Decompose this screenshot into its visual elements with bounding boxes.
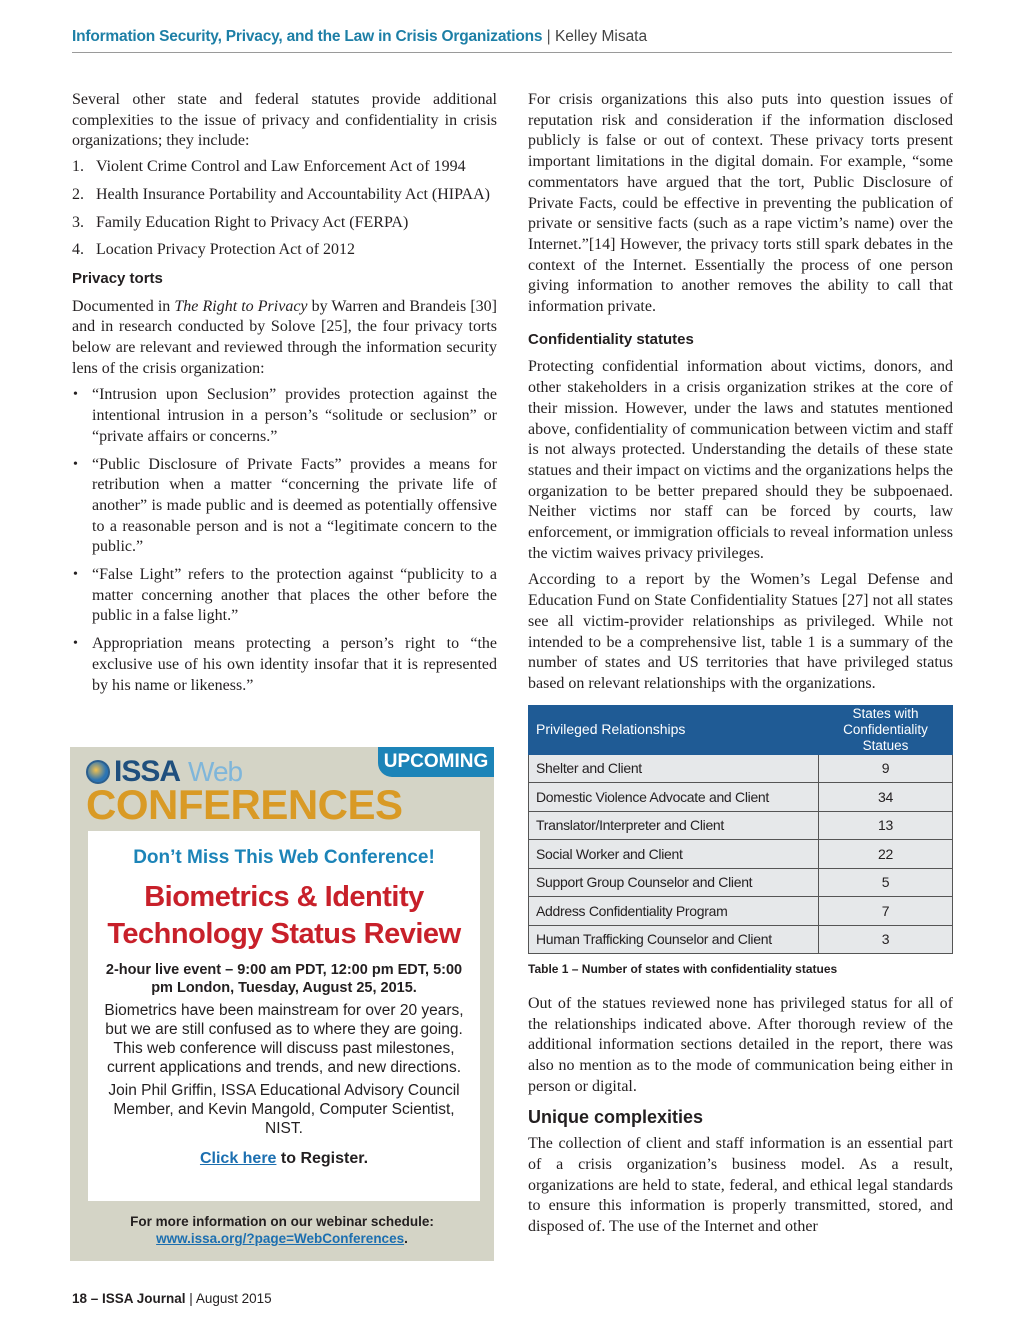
bullet-icon: • [73, 387, 78, 403]
table-row [529, 925, 953, 954]
logo-issa-text: ISSA [114, 755, 181, 788]
relationship-cell: Shelter and Client [529, 754, 819, 783]
statutes-list [72, 157, 497, 261]
intro-text-b: by Warren and Brandeis [30] and in research conducted by Solove [25], the four privacy torts below are relevant and reviewed through the information security lens of the crisis organization: [72, 297, 498, 377]
table-row [529, 811, 953, 840]
journal-article-title: Information Security, Privacy, and the Law in Crisis Organizations [72, 28, 543, 45]
article-author: Kelley Misata [554, 28, 648, 45]
bullet-icon: • [73, 456, 78, 472]
right-column [528, 90, 953, 1238]
event-description: Biometrics have been mainstream for over 20 years, but we are still confused as to where they are going. This web conference will discuss past milestones, current applications and trends, and new directions. [104, 1002, 464, 1076]
schedule-link[interactable]: www.issa.org/?page=WebConferences [156, 1231, 405, 1246]
left-column [72, 90, 497, 703]
ad-tagline: Don’t Miss This Web Conference! [133, 847, 435, 868]
bullet-icon: • [73, 567, 78, 583]
bullet-icon: • [73, 636, 78, 652]
list-item [72, 157, 497, 178]
list-text: Health Insurance Portability and Accountability Act (HIPAA) [96, 185, 490, 203]
count-cell: 13 [819, 811, 953, 840]
event-title-line-1: Biometrics & Identity [144, 881, 424, 913]
table-row [529, 783, 953, 812]
privacy-torts-heading: Privacy torts [72, 269, 163, 287]
paragraph: Out of the statues reviewed none has privileged status for all of the relationships indicated above. After thorough review of the additional information sections detailed in the report, there was also no mention as to the mode of communication being either in person or digital. [528, 994, 953, 1095]
webinar-schedule-note [70, 1213, 494, 1247]
relationship-cell: Human Trafficking Counselor and Client [529, 925, 819, 954]
schedule-text: For more information on our webinar schedule: [130, 1214, 434, 1229]
relationship-cell: Support Group Counselor and Client [529, 868, 819, 897]
column-header-states [819, 705, 953, 754]
list-text: Violent Crime Control and Law Enforcement Act of 1994 [96, 158, 466, 176]
list-text: Location Privacy Protection Act of 2012 [96, 241, 356, 259]
ad-panel [88, 831, 480, 1201]
list-number: 1. [72, 158, 84, 176]
event-time: 2-hour live event – 9:00 am PDT, 12:00 pm EDT, 5:00 pm London, Tuesday, August 25, 2015. [105, 962, 463, 996]
event-title [88, 879, 480, 953]
page-footer [72, 1291, 272, 1306]
running-header [72, 28, 952, 46]
schedule-end: . [404, 1231, 408, 1246]
header-separator: | [542, 28, 555, 45]
header-line-2: Confidentiality Statues [843, 721, 928, 753]
list-item [72, 213, 497, 234]
list-number: 4. [72, 241, 84, 259]
list-item [72, 240, 497, 261]
table-header-row [529, 705, 953, 754]
privileged-relationships-table [528, 705, 953, 955]
privacy-torts-intro [72, 297, 497, 380]
count-cell: 34 [819, 783, 953, 812]
intro-text-a: Documented in [72, 297, 175, 315]
tort-text: Appropriation means protecting a person’s right to “the exclusive use of his own identity insofar that it is represented by his name or likeness.” [92, 635, 497, 694]
paragraph: Protecting confidential information about victims, donors, and other stakeholders in a crisis organization strikes at the core of their mission. However, under the laws and statutes mentioned above, confidentiality of communication between victim and staff is not always protected. Understanding the details of these state statues and their impact on victims and the organizations helps the organization to be better prepared should they be subpoenaed. Neither victims nor staff can be forced by courts, law enforcement, or immigration officials to reveal information unless the victim waives privacy privileges. [528, 358, 953, 562]
paragraph: The collection of client and staff information is an essential part of a crisis organization’s business model. As a result, organizations are held to state, federal, and ethical legal standards to ensure this information is properly transmitted, stored, and disposed of. The use of the Internet and other [528, 1135, 953, 1235]
list-item [72, 634, 497, 696]
table-row [529, 897, 953, 926]
list-item [72, 385, 497, 447]
torts-list [72, 385, 497, 696]
paragraph: For crisis organizations this also puts into question issues of reputation risk and consideration if the information disclosed publicly is false or out of context. These privacy torts present important limitations in the digital domain. For example, “some commentators have argued that the tort, Public Disclosure of Private Facts, could be effective in preventing the publication of private or sensitive facts (such as a rape victim’s name) over the Internet.”[14] However, the privacy torts still spark debates in the context of the Internet. Essentially the process of one person giving information to another removes the ability to call that information private. [528, 91, 953, 316]
list-item [72, 565, 497, 627]
list-item [72, 455, 497, 559]
register-text: to Register. [276, 1150, 369, 1167]
book-title: The Right to Privacy [174, 297, 308, 315]
confidentiality-heading: Confidentiality statutes [528, 330, 694, 348]
count-cell: 22 [819, 840, 953, 869]
tort-text: “Intrusion upon Seclusion” provides protection against the intentional intrusion in a person’s “solitude or seclusion” or “private affairs or concerns.” [92, 386, 497, 445]
page-number: 18 – ISSA Journal [72, 1291, 186, 1306]
relationship-cell: Translator/Interpreter and Client [529, 811, 819, 840]
list-number: 2. [72, 185, 84, 203]
count-cell: 7 [819, 897, 953, 926]
logo-conferences-text: CONFERENCES [86, 781, 403, 828]
logo-web-text: Web [188, 756, 243, 787]
statutes-intro: Several other state and federal statutes provide additional complexities to the issue of privacy and confidentiality in crisis organizations; they include: [72, 91, 497, 150]
list-text: Family Education Right to Privacy Act (FERPA) [96, 213, 409, 231]
footer-separator: | [185, 1291, 196, 1306]
column-header-relationships: Privileged Relationships [529, 705, 819, 754]
issue-date: August 2015 [195, 1291, 272, 1306]
upcoming-badge: UPCOMING [378, 747, 494, 777]
paragraph: According to a report by the Women’s Legal Defense and Education Fund on State Confidentiality Statues [27] not all states see all victim-provider relationships as privileged. While not intended to be a comprehensive list, table 1 is a summary of the number of states and US territories that have privileged status based on relevant relationships with the organizations. [528, 571, 953, 692]
count-cell: 5 [819, 868, 953, 897]
list-item [72, 185, 497, 206]
event-speakers: Join Phil Griffin, ISSA Educational Advisory Council Member, and Kevin Mangold, Computer Scientist, NIST. [108, 1082, 460, 1137]
register-link[interactable]: Click here [199, 1150, 277, 1167]
table-row [529, 868, 953, 897]
relationship-cell: Domestic Violence Advocate and Client [529, 783, 819, 812]
table-caption: Table 1 – Number of states with confidentiality statues [528, 962, 838, 977]
table-row [529, 840, 953, 869]
web-conference-ad [70, 747, 494, 1261]
relationship-cell: Social Worker and Client [529, 840, 819, 869]
unique-complexities-heading: Unique complexities [528, 1107, 704, 1128]
tort-text: “Public Disclosure of Private Facts” provides a means for retribution when a matter “concerning the private life of another” is made public and is deemed as potentially offensive to a reasonable person and is not a “legitimate concern to the public.” [92, 455, 497, 556]
table-row [529, 754, 953, 783]
register-line [88, 1150, 480, 1168]
header-divider [72, 52, 952, 53]
list-number: 3. [72, 213, 84, 231]
count-cell: 3 [819, 925, 953, 954]
event-title-line-2: Technology Status Review [107, 918, 461, 950]
relationship-cell: Address Confidentiality Program [529, 897, 819, 926]
count-cell: 9 [819, 754, 953, 783]
header-line-1: States with [852, 705, 919, 721]
tort-text: “False Light” refers to the protection against “publicity to a matter concerning another that places the other before the public in a false light.” [92, 566, 497, 625]
